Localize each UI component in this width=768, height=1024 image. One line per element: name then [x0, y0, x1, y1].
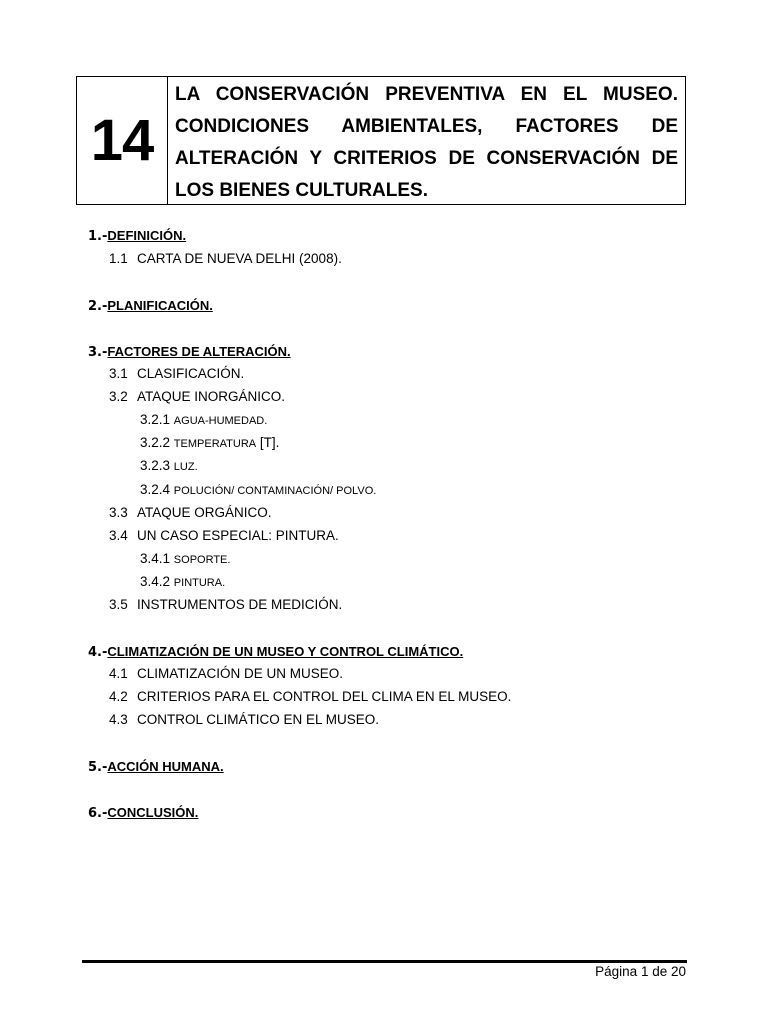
topic-number: 14	[77, 77, 168, 204]
toc-item-4-3: 4.3 CONTROL CLIMÁTICO EN EL MUSEO.	[109, 712, 380, 727]
toc-item-3-2-3: 3.2.3 LUZ.	[140, 458, 198, 473]
page-number: Página 1 de 20	[595, 964, 686, 979]
topic-header	[76, 76, 686, 205]
toc-item-3-5: 3.5 INSTRUMENTOS DE MEDICIÓN.	[109, 597, 343, 612]
toc-section-2: 2.-PLANIFICACIÓN.	[88, 298, 213, 314]
toc-item-4-1: 4.1 CLIMATIZACIÓN DE UN MUSEO.	[109, 666, 344, 681]
toc-section-6: 6.-CONCLUSIÓN.	[88, 805, 199, 821]
toc-item-3-1: 3.1 CLASIFICACIÓN.	[109, 366, 245, 381]
toc-item-4-2: 4.2 CRITERIOS PARA EL CONTROL DEL CLIMA EN EL MUSEO.	[109, 689, 512, 704]
toc-section-5: 5.-ACCIÓN HUMANA.	[88, 759, 224, 775]
toc-item-3-3: 3.3 ATAQUE ORGÁNICO.	[109, 505, 272, 520]
toc-item-3-2: 3.2 ATAQUE INORGÁNICO.	[109, 389, 286, 404]
toc-section-1: 1.-DEFINICIÓN.	[88, 228, 187, 244]
footer-divider	[82, 960, 687, 963]
toc-item-3-2-1: 3.2.1 AGUA-HUMEDAD.	[140, 412, 268, 427]
toc-section-4: 4.-CLIMATIZACIÓN DE UN MUSEO Y CONTROL CLIMÁTICO.	[88, 644, 464, 660]
topic-title: LA CONSERVACIÓN PREVENTIVA EN EL MUSEO. CONDICIONES AMBIENTALES, FACTORES DE ALTERACIÓN Y CRITERIOS DE CONSERVACIÓN DE LOS BIENES CULTURALES.	[175, 84, 678, 201]
toc-item-3-2-2: 3.2.2 TEMPERATURA [T].	[140, 435, 280, 450]
toc-section-3: 3.-FACTORES DE ALTERACIÓN.	[88, 344, 291, 360]
toc-item-3-4-1: 3.4.1 SOPORTE.	[140, 551, 231, 566]
toc-item-3-4-2: 3.4.2 PINTURA.	[140, 574, 226, 589]
toc-item-1-1: 1.1 CARTA DE NUEVA DELHI (2008).	[109, 251, 342, 266]
toc-item-3-2-4: 3.2.4 POLUCIÓN/ CONTAMINACIÓN/ POLVO.	[140, 482, 377, 497]
toc-item-3-4: 3.4 UN CASO ESPECIAL: PINTURA.	[109, 528, 339, 543]
